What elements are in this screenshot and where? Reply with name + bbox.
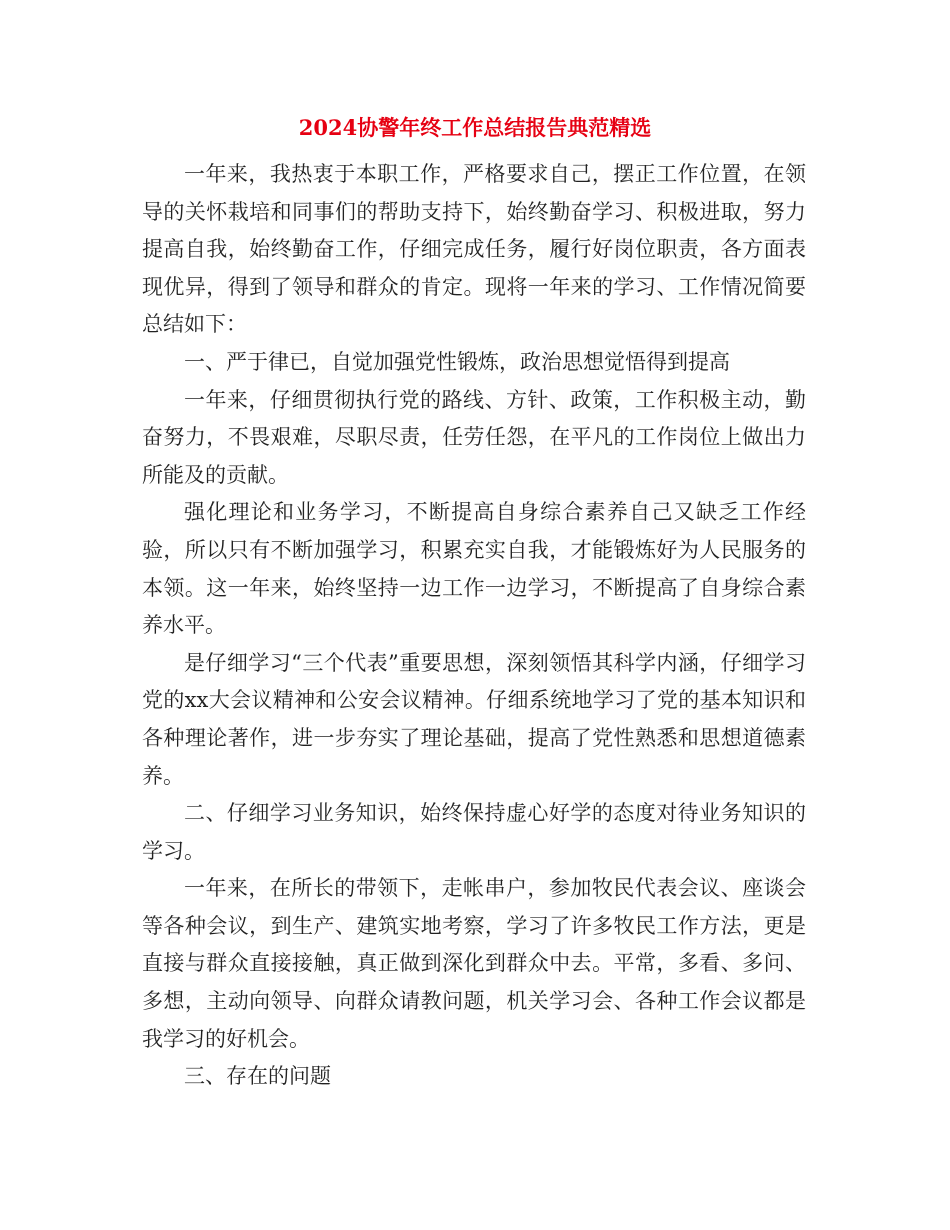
paragraph: 是仔细学习“三个代表”重要思想，深刻领悟其科学内涵，仔细学习党的xx大会议精神和公安会议精神。仔细系统地学习了党的基本知识和各种理论著作，进一步夯实了理论基础，提高了党性熟悉和思想道德素养。 xyxy=(142,650,806,788)
paragraph-intro: 一年来，我热衷于本职工作，严格要求自己，摆正工作位置，在领导的关怀栽培和同事们的帮助支持下，始终勤奋学习、积极进取，努力提高自我，始终勤奋工作，仔细完成任务，履行好岗位职责，各方面表现优异，得到了领导和群众的肯定。现将一年来的学习、工作情况简要总结如下： xyxy=(142,162,806,337)
paragraph: 一年来，在所长的带领下，走帐串户，参加牧民代表会议、座谈会等各种会议，到生产、建筑实地考察，学习了许多牧民工作方法，更是直接与群众直接接触，真正做到深化到群众中去。平常，多看、多问、多想，主动向领导、向群众请教问题，机关学习会、各种工作会议都是我学习的好机会。 xyxy=(142,876,806,1051)
section-heading-3: 三、存在的问题 xyxy=(184,1064,331,1089)
paragraph: 强化理论和业务学习，不断提高自身综合素养自己又缺乏工作经验，所以只有不断加强学习，积累充实自我，才能锻炼好为人民服务的本领。这一年来，始终坚持一边工作一边学习，不断提高了自身综合素养水平。 xyxy=(142,500,806,638)
section-heading-2: 二、仔细学习业务知识，始终保持虚心好学的态度对待业务知识的学习。 xyxy=(142,801,806,863)
paragraph: 一年来，仔细贯彻执行党的路线、方针、政策，工作积极主动，勤奋努力，不畏艰难，尽职尽责，任劳任怨，在平凡的工作岗位上做出力所能及的贡献。 xyxy=(142,387,806,487)
document-title: 2024协警年终工作总结报告典范精选 xyxy=(298,115,652,140)
section-heading-1: 一、严于律已，自觉加强党性锻炼，政治思想觉悟得到提高 xyxy=(184,349,730,374)
document-body xyxy=(142,156,806,1096)
